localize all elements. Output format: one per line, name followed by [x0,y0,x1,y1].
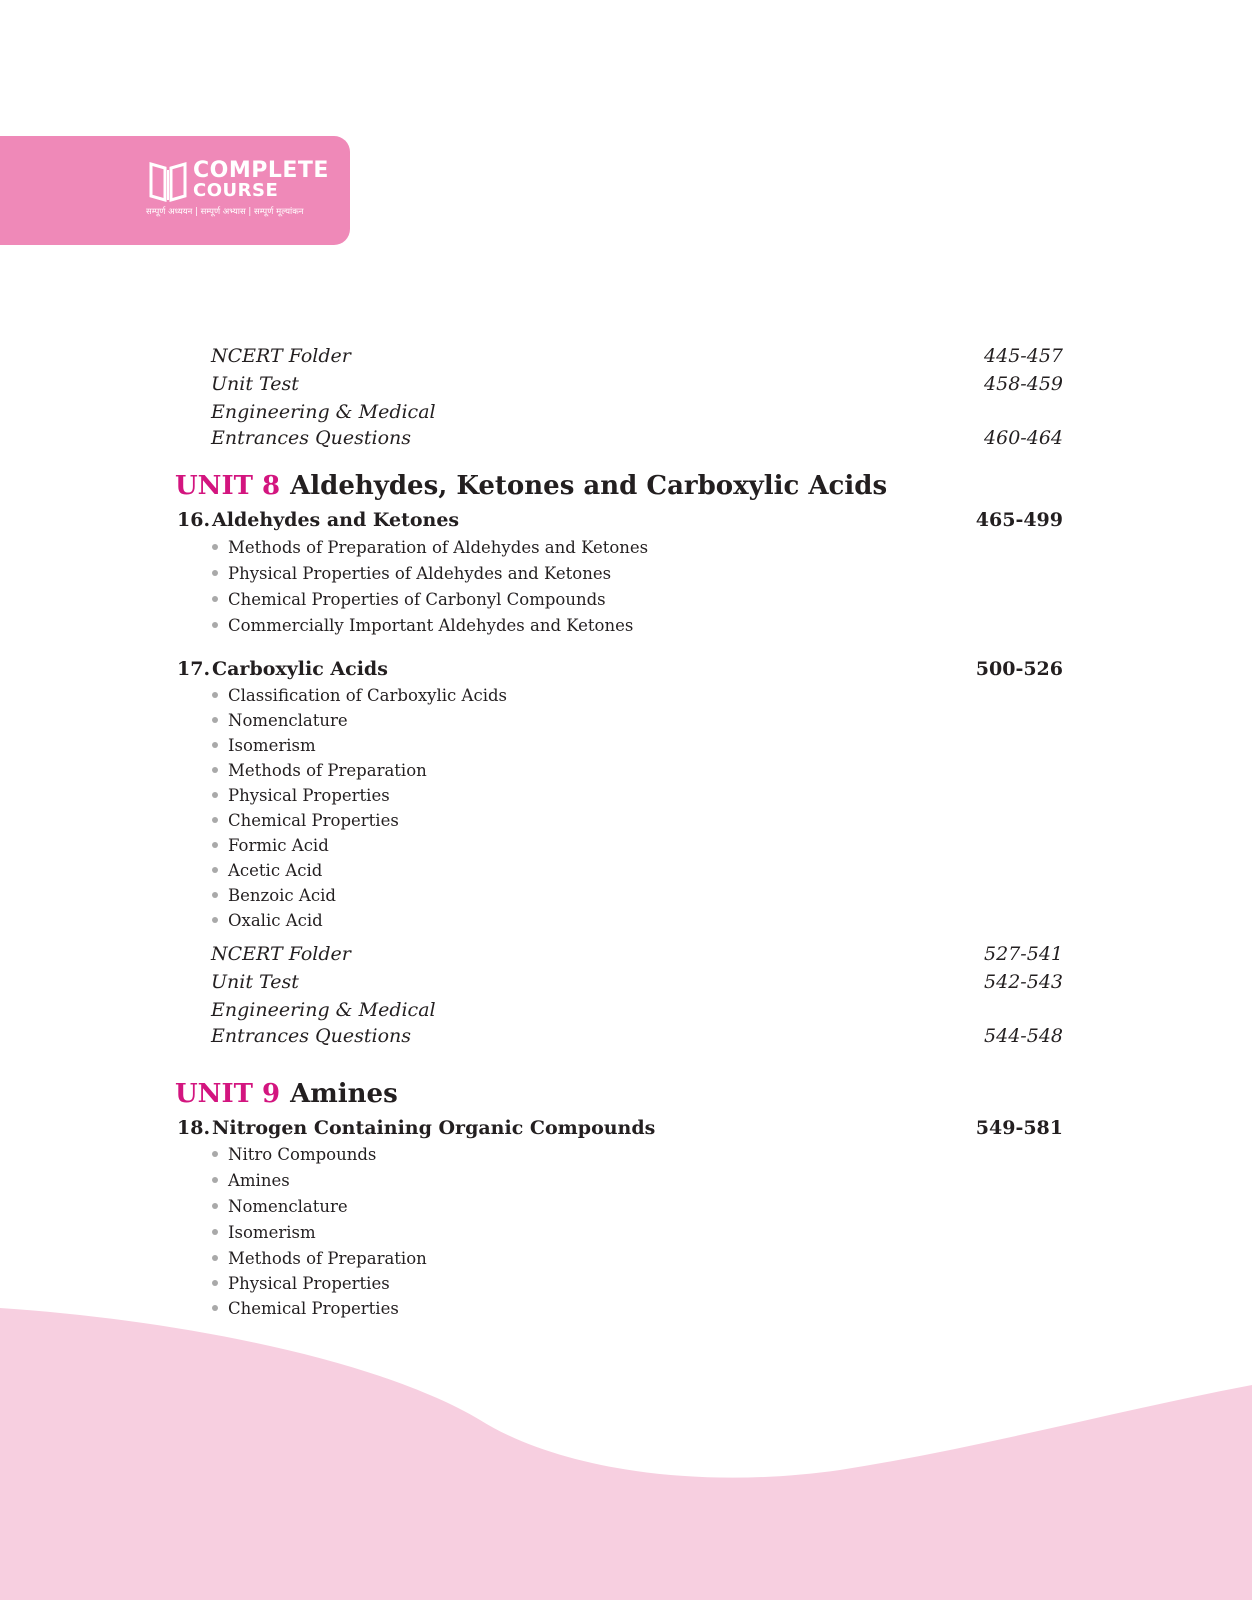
topic-item [212,537,648,559]
unit-heading [175,470,887,502]
chapter-entry[interactable] [177,1116,1063,1140]
topic-item [212,589,606,611]
topic-item [212,1273,390,1295]
topic-label: Nomenclature [228,711,348,730]
topic-label: Isomerism [228,736,316,755]
topic-item [212,1144,376,1166]
page-range: 445-457 [984,345,1063,367]
chapter-number: 16. [177,509,211,531]
bullet-icon [212,817,218,823]
unit-test-entry[interactable] [211,372,1063,396]
topic-label: Nitro Compounds [228,1145,377,1164]
chapter-title: Nitrogen Containing Organic Compounds [212,1117,656,1139]
topic-item [212,860,322,882]
chapter-entry[interactable] [177,657,1063,681]
bullet-icon [212,792,218,798]
topic-label: Physical Properties [228,786,390,805]
bullet-icon [212,622,218,628]
topic-label: Acetic Acid [228,861,323,880]
entrance-questions-entry-line1[interactable] [211,400,1063,424]
topic-item [212,735,316,757]
bullet-icon [212,892,218,898]
brand-tagline: सम्पूर्ण अध्ययन | सम्पूर्ण अभ्यास | सम्पूर्ण मूल्यांकन [146,207,304,217]
topic-item [212,835,329,857]
unit-number: UNIT 8 [175,471,281,501]
topic-label: Benzoic Acid [228,886,336,905]
topic-item [212,910,323,932]
topic-label: Chemical Properties [228,1299,399,1318]
topic-label: Oxalic Acid [228,911,323,930]
bullet-icon [212,917,218,923]
unit-number: UNIT 9 [175,1079,281,1109]
topic-item [212,1196,348,1218]
topic-item [212,1170,290,1192]
bullet-icon [212,867,218,873]
topic-label: Isomerism [228,1223,316,1242]
bullet-icon [212,1177,218,1183]
topic-label: Commercially Important Aldehydes and Ketones [228,616,634,635]
topic-label: Nomenclature [228,1197,348,1216]
topic-item [212,810,399,832]
bullet-icon [212,1255,218,1261]
ncert-folder-entry[interactable] [211,942,1063,966]
ncert-folder-entry[interactable] [211,344,1063,368]
bullet-icon [212,717,218,723]
bullet-icon [212,544,218,550]
topic-label: Chemical Properties of Carbonyl Compounds [228,590,606,609]
topic-item [212,563,611,585]
topic-label: Amines [228,1171,290,1190]
entrance-questions-entry-line1[interactable] [211,998,1063,1022]
chapter-number: 18. [177,1117,211,1139]
brand-name-line1: COMPLETE [193,158,329,183]
topic-label: Methods of Preparation [228,1249,427,1268]
brand-name-line2: COURSE [193,180,279,201]
entry-label: Unit Test [211,373,299,395]
bullet-icon [212,596,218,602]
brand-logo-tab [0,136,350,245]
entry-label: NCERT Folder [211,345,351,367]
page-range: 549-581 [975,1117,1063,1139]
unit-heading [175,1078,398,1110]
topic-label: Methods of Preparation of Aldehydes and Ketones [228,538,649,557]
chapter-title: Aldehydes and Ketones [212,509,460,531]
bullet-icon [212,1203,218,1209]
bullet-icon [212,692,218,698]
page-range: 460-464 [984,427,1063,449]
topic-item [212,1222,316,1244]
topic-label: Chemical Properties [228,811,399,830]
topic-label: Classification of Carboxylic Acids [228,686,508,705]
topic-item [212,760,427,782]
unit-test-entry[interactable] [211,970,1063,994]
topic-label: Methods of Preparation [228,761,427,780]
entry-label: Engineering & Medical [211,999,436,1021]
bullet-icon [212,767,218,773]
page-range: 465-499 [975,509,1063,531]
topic-label: Formic Acid [228,836,329,855]
bullet-icon [212,1229,218,1235]
topic-item [212,1298,399,1320]
open-book-icon [148,158,188,202]
page-range: 544-548 [984,1025,1063,1047]
unit-title: Aldehydes, Ketones and Carboxylic Acids [290,471,888,501]
chapter-number: 17. [177,658,211,680]
topic-item [212,885,336,907]
topic-item [212,1248,427,1270]
page-range: 542-543 [984,971,1063,993]
topic-label: Physical Properties [228,1274,390,1293]
entrance-questions-entry[interactable] [211,426,1063,450]
chapter-entry[interactable] [177,508,1063,532]
topic-item [212,685,507,707]
bullet-icon [212,1305,218,1311]
chapter-title: Carboxylic Acids [212,658,388,680]
entry-label: Entrances Questions [211,427,412,449]
entrance-questions-entry[interactable] [211,1024,1063,1048]
page-range: 500-526 [975,658,1063,680]
topic-label: Physical Properties of Aldehydes and Ketones [228,564,612,583]
entry-label: Unit Test [211,971,299,993]
page-range: 527-541 [984,943,1063,965]
bullet-icon [212,1280,218,1286]
bullet-icon [212,1151,218,1157]
page-range: 458-459 [984,373,1063,395]
entry-label: Engineering & Medical [211,401,436,423]
unit-title: Amines [290,1079,398,1109]
bullet-icon [212,742,218,748]
entry-label: Entrances Questions [211,1025,412,1047]
bullet-icon [212,842,218,848]
topic-item [212,710,348,732]
entry-label: NCERT Folder [211,943,351,965]
topic-item [212,615,633,637]
topic-item [212,785,390,807]
bullet-icon [212,570,218,576]
